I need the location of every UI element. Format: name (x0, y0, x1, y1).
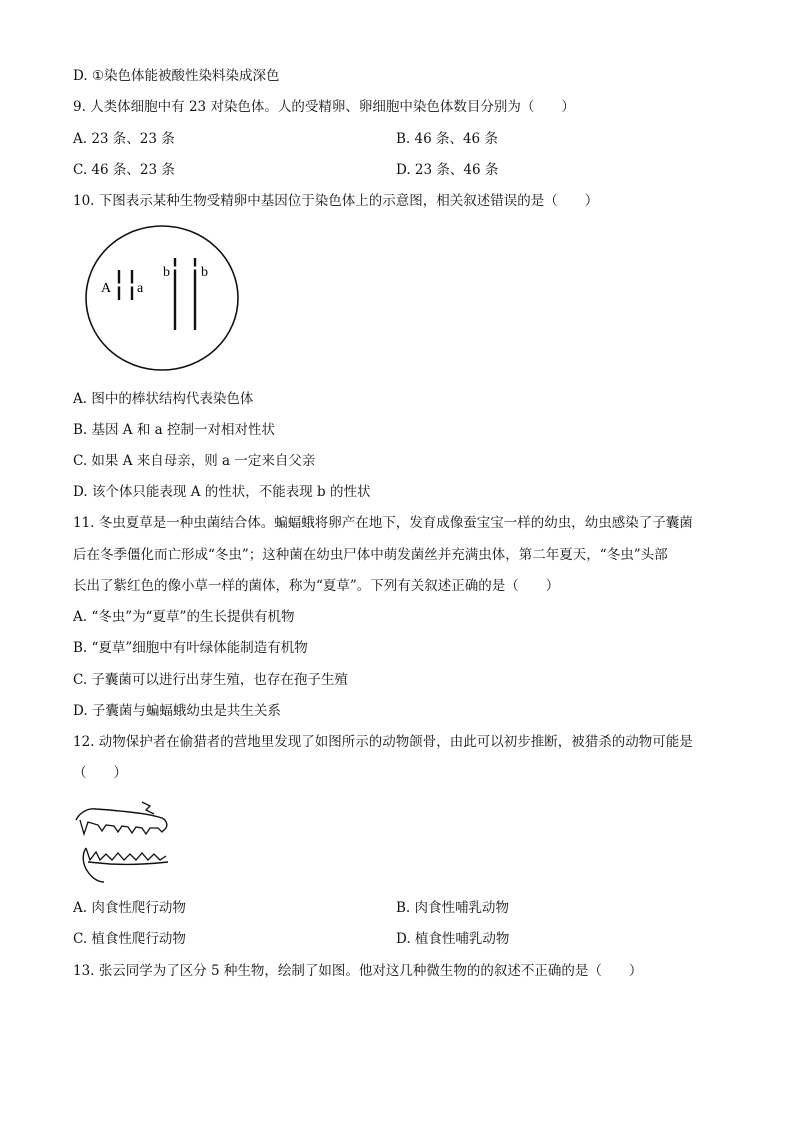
skull-line (142, 802, 154, 814)
q12-option-a: A. 肉食性爬行动物 (73, 900, 186, 916)
q10-option-d: D. 该个体只能表现 A 的性状，不能表现 b 的性状 (73, 484, 371, 500)
q9-stem: 9. 人类体细胞中有 23 对染色体。人的受精卵、卵细胞中染色体数目分别为（ ） (73, 99, 575, 115)
jawbone-figure (70, 798, 176, 886)
gene-label-A: A (101, 281, 112, 296)
q11-option-c: C. 子囊菌可以进行出芽生殖，也存在孢子生殖 (73, 672, 348, 688)
q10-option-b: B. 基因 A 和 a 控制一对相对性状 (73, 422, 275, 438)
upper-jaw (76, 809, 167, 828)
q12-option-c: C. 植食性爬行动物 (73, 931, 186, 947)
q10-stem: 10. 下图表示某种生物受精卵中基因位于染色体上的示意图，相关叙述错误的是（ ） (73, 193, 599, 209)
q11-stem-line2: 后在冬季僵化而亡形成“冬虫”；这种菌在幼虫尸体中萌发菌丝并充满虫体，第二年夏天，“冬虫”头部 (73, 547, 668, 563)
q10-option-a: A. 图中的棒状结构代表染色体 (73, 391, 254, 407)
lower-teeth (86, 848, 166, 860)
q8-option-d: D. ①染色体能被酸性染料染成深色 (73, 68, 280, 84)
q11-stem-line1: 11. 冬虫夏草是一种虫菌结合体。蝙蝠蛾将卵产在地下，发育成像蚕宝宝一样的幼虫，幼虫感染了子囊菌 (73, 515, 693, 531)
q9-option-d: D. 23 条、46 条 (396, 162, 499, 178)
gene-label-b-right: b (201, 265, 208, 280)
q12-option-b: B. 肉食性哺乳动物 (396, 900, 510, 916)
q9-option-c: C. 46 条、23 条 (73, 162, 175, 178)
q12-option-d: D. 植食性哺乳动物 (396, 931, 510, 947)
q9-option-b: B. 46 条、46 条 (396, 131, 498, 147)
q11-option-a: A. “冬虫”为“夏草”的生长提供有机物 (73, 609, 295, 625)
gene-label-a: a (137, 281, 144, 296)
q12-stem-line2: （ ） (73, 765, 127, 781)
q11-option-b: B. “夏草”细胞中有叶绿体能制造有机物 (73, 640, 308, 656)
q11-option-d: D. 子囊菌与蝙蝠蛾幼虫是共生关系 (73, 703, 281, 719)
q11-stem-line3: 长出了紫红色的像小草一样的菌体，称为“夏草”。下列有关叙述正确的是（ ） (73, 578, 560, 594)
q9-option-a: A. 23 条、23 条 (73, 131, 175, 147)
q12-stem-line1: 12. 动物保护者在偷猎者的营地里发现了如图所示的动物颌骨，由此可以初步推断，被猎杀的动物可能是 (73, 734, 693, 750)
q10-option-c: C. 如果 A 来自母亲，则 a 一定来自父亲 (73, 453, 316, 469)
cell-outline (86, 226, 238, 370)
gene-label-b-left: b (163, 265, 170, 280)
q13-stem: 13. 张云同学为了区分 5 种生物，绘制了如图。他对这几种微生物的的叙述不正确的是（ ） (73, 963, 643, 979)
upper-teeth (80, 820, 166, 834)
cell-chromosome-figure (84, 224, 240, 372)
